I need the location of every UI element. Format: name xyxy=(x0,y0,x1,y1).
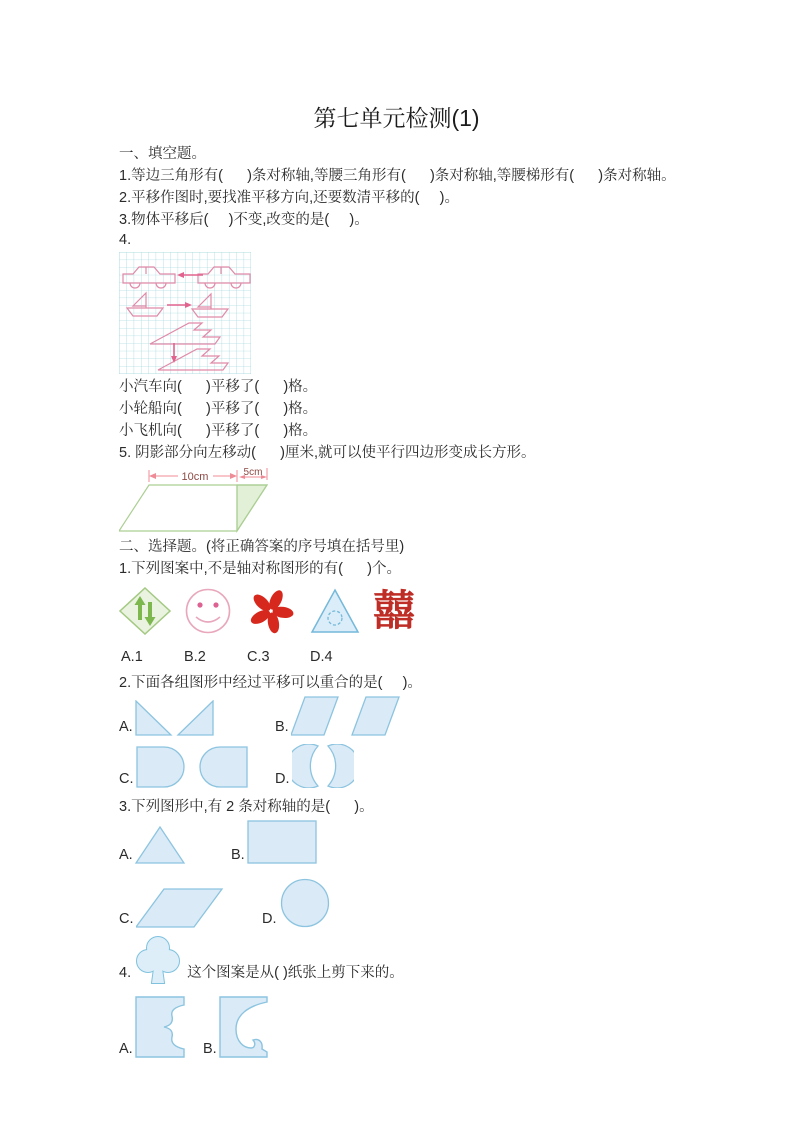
page-title: 第七单元检测(1) xyxy=(313,105,480,131)
pinwheel-icon xyxy=(245,587,297,635)
q3-option-b xyxy=(231,820,317,864)
parallelogram-pair-figure xyxy=(291,696,401,736)
q3-options-row-2 xyxy=(119,878,693,928)
d-shapes-figure xyxy=(136,746,248,788)
option-label-a: A. xyxy=(119,847,133,863)
grid-answer-car: 小汽车向( )平移了( )格。 xyxy=(119,379,318,395)
q1-option-d: D.4 xyxy=(310,649,333,665)
grid-answer-plane: 小飞机向( )平移了( )格。 xyxy=(119,423,318,439)
q3-option-c xyxy=(119,888,262,928)
option-label-a: A. xyxy=(119,1041,133,1057)
smiley-face-icon xyxy=(184,587,232,635)
q4-text: 这个图案是从( )纸张上剪下来的。 xyxy=(187,965,404,981)
q1-option-b: B.2 xyxy=(184,649,206,665)
q1-option-c: C.3 xyxy=(247,649,270,665)
q4-option-b xyxy=(203,996,271,1058)
q3-options-row-1 xyxy=(119,820,693,864)
section2-heading: 二、选择题。(将正确答案的序号填在括号里) xyxy=(119,539,405,555)
s1-question-3: 3.物体平移后( )不变,改变的是( )。 xyxy=(119,212,369,228)
triangle-circle-icon xyxy=(310,588,360,634)
s2-question-4 xyxy=(119,936,693,984)
option-label-c: C. xyxy=(119,911,134,927)
q4-number: 4. xyxy=(119,965,132,981)
triangle-figure xyxy=(135,826,185,864)
q2-option-a xyxy=(119,700,275,736)
section1-heading: 一、填空题。 xyxy=(119,146,206,162)
paper-cutout-b-figure xyxy=(219,996,271,1058)
q2-options-row-1 xyxy=(119,696,693,736)
q2-option-c xyxy=(119,746,275,788)
option-label-d: D. xyxy=(262,911,277,927)
q1-option-a: A.1 xyxy=(121,649,143,665)
q2-option-d xyxy=(275,744,354,788)
s2-question-3: 3.下列图形中,有 2 条对称轴的是( )。 xyxy=(119,799,374,815)
option-label-b: B. xyxy=(203,1041,217,1057)
dimension-label-10cm: 10cm xyxy=(181,471,209,483)
parallelogram-figure xyxy=(119,467,289,534)
double-happiness-icon: 囍 xyxy=(373,586,416,635)
rectangle-figure xyxy=(247,820,317,864)
diamond-arrows-icon xyxy=(119,587,171,635)
grid-answer-boat: 小轮船向( )平移了( )格。 xyxy=(119,401,318,417)
option-label-a: A. xyxy=(119,719,133,735)
option-label-d: D. xyxy=(275,771,290,787)
worksheet-content xyxy=(119,143,693,1058)
s1-question-4-label: 4. xyxy=(119,232,132,248)
translation-grid-figure xyxy=(119,252,251,374)
option-label-b: B. xyxy=(275,719,289,735)
symmetry-icon-row xyxy=(119,584,693,638)
crescents-figure xyxy=(292,744,354,788)
q2-option-b xyxy=(275,696,401,736)
q4-option-a xyxy=(119,996,203,1058)
option-label-c: C. xyxy=(119,771,134,787)
q2-options-row-2 xyxy=(119,744,693,788)
s1-question-1: 1.等边三角形有( )条对称轴,等腰三角形有( )条对称轴,等腰梯形有( )条对称轴。 xyxy=(119,168,676,184)
parallelogram-option-figure xyxy=(136,888,224,928)
circle-figure xyxy=(279,878,331,928)
s2-question-2: 2.下面各组图形中经过平移可以重合的是( )。 xyxy=(119,675,422,691)
q3-option-a xyxy=(119,826,231,864)
s2-question-1: 1.下列图案中,不是轴对称图形的有( )个。 xyxy=(119,561,401,577)
s1-question-2: 2.平移作图时,要找准平移方向,还要数清平移的( )。 xyxy=(119,190,459,206)
paper-cutout-a-figure xyxy=(135,996,187,1058)
mirrored-triangles-figure xyxy=(135,700,215,736)
dimension-label-5cm: 5cm xyxy=(243,467,263,478)
s1-question-5: 5. 阴影部分向左移动( )厘米,就可以使平行四边形变成长方形。 xyxy=(119,445,536,461)
q3-option-d xyxy=(262,878,331,928)
option-label-b: B. xyxy=(231,847,245,863)
club-icon xyxy=(135,936,181,986)
q4-options-row xyxy=(119,996,693,1058)
q1-answer-options xyxy=(121,646,693,668)
